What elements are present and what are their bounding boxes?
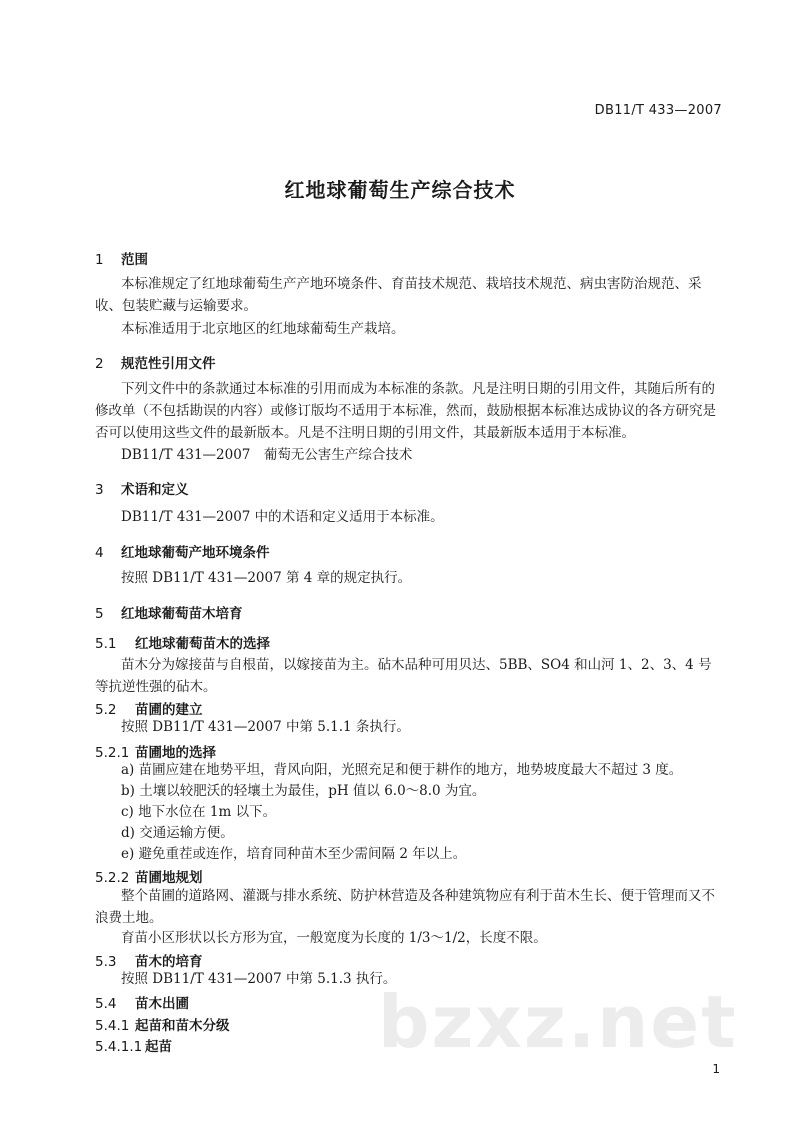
subsection-heading-5-1 bbox=[95, 632, 270, 652]
section-title: 起苗和苗木分级 bbox=[135, 1018, 230, 1034]
list-item: b) 土壤以较肥沃的轻壤土为最佳，pH 值以 6.0～8.0 为宜。 bbox=[121, 783, 486, 799]
section-number: 5.2.2 bbox=[95, 870, 130, 886]
section-number: 5.4 bbox=[95, 996, 117, 1012]
paragraph: 按照 DB11/T 431—2007 中第 5.1.1 条执行。 bbox=[121, 719, 410, 735]
section-title: 红地球葡萄苗木培育 bbox=[121, 606, 243, 622]
paragraph: 按照 DB11/T 431—2007 第 4 章的规定执行。 bbox=[121, 570, 412, 586]
subsection-heading-5-2-2 bbox=[95, 866, 203, 886]
section-heading-5 bbox=[95, 602, 243, 622]
section-heading-2 bbox=[95, 352, 216, 372]
section-number: 5.4.1.1 bbox=[95, 1039, 143, 1055]
paragraph: 下列文件中的条款通过本标准的引用而成为本标准的条款。凡是注明日期的引用文件，其随后所有的修改单（不包括勘误的内容）或修订版均不适用于本标准，然而，鼓励根据本标准达成协议的各方研究是否可以使用这些文件的最新版本。凡是不注明日期的引用文件，其最新版本适用于本标准。 bbox=[95, 381, 716, 441]
subsection-heading-5-3 bbox=[95, 950, 203, 970]
paragraph: 本标准规定了红地球葡萄生产产地环境条件、育苗技术规范、栽培技术规范、病虫害防治规范、采收、包装贮藏与运输要求。 bbox=[95, 276, 702, 314]
section-title: 红地球葡萄产地环境条件 bbox=[121, 545, 270, 561]
section-title: 范围 bbox=[121, 252, 148, 268]
section-title: 苗木的培育 bbox=[135, 954, 203, 970]
paragraph: 按照 DB11/T 431—2007 中第 5.1.3 执行。 bbox=[121, 971, 397, 987]
section-number: 5.2 bbox=[95, 702, 117, 718]
section-number: 5.3 bbox=[95, 954, 117, 970]
paragraph: DB11/T 431—2007 中的术语和定义适用于本标准。 bbox=[121, 509, 444, 525]
section-heading-4 bbox=[95, 541, 270, 561]
document-title: 红地球葡萄生产综合技术 bbox=[284, 178, 516, 202]
section-heading-3 bbox=[95, 478, 189, 498]
section-title: 苗木出圃 bbox=[135, 996, 189, 1012]
list-item: a) 苗圃应建在地势平坦，背风向阳，光照充足和便于耕作的地方，地势坡度最大不超过 3 度。 bbox=[121, 762, 683, 778]
subsection-heading-5-4 bbox=[95, 992, 189, 1012]
section-number: 5 bbox=[95, 606, 104, 622]
list-item: e) 避免重茬或连作，培育同种苗木至少需间隔 2 年以上。 bbox=[121, 846, 467, 862]
section-number: 5.4.1 bbox=[95, 1018, 130, 1034]
subsection-heading-5-4-1 bbox=[95, 1014, 230, 1034]
reference-item: DB11/T 431—2007 葡萄无公害生产综合技术 bbox=[121, 447, 413, 463]
paragraph: 苗木分为嫁接苗与自根苗，以嫁接苗为主。砧木品种可用贝达、5BB、SO4 和山河 1、2、3、4 号等抗逆性强的砧木。 bbox=[95, 657, 712, 695]
section-title: 苗圃的建立 bbox=[135, 702, 203, 718]
section-number: 5.1 bbox=[95, 636, 117, 652]
page-number: 1 bbox=[712, 1062, 720, 1076]
section-title: 苗圃地规划 bbox=[135, 870, 203, 886]
paragraph: 整个苗圃的道路网、灌溉与排水系统、防护林营造及各种建筑物应有利于苗木生长、便于管理而又不浪费土地。 bbox=[95, 888, 715, 926]
section-title: 规范性引用文件 bbox=[121, 356, 216, 372]
standard-code: DB11/T 433—2007 bbox=[594, 103, 722, 118]
paragraph: 本标准适用于北京地区的红地球葡萄生产栽培。 bbox=[121, 321, 405, 337]
section-heading-1 bbox=[95, 248, 148, 268]
section-title: 红地球葡萄苗木的选择 bbox=[135, 636, 270, 652]
section-number: 1 bbox=[95, 252, 104, 268]
section-number: 4 bbox=[95, 545, 104, 561]
list-item: c) 地下水位在 1m 以下。 bbox=[121, 804, 277, 820]
section-number: 3 bbox=[95, 482, 104, 498]
section-title: 起苗 bbox=[145, 1039, 172, 1055]
section-number: 5.2.1 bbox=[95, 745, 130, 761]
paragraph: 育苗小区形状以长方形为宜，一般宽度为长度的 1/3～1/2，长度不限。 bbox=[121, 930, 547, 946]
subsection-heading-5-4-1-1 bbox=[95, 1035, 172, 1055]
list-item: d) 交通运输方便。 bbox=[121, 825, 234, 841]
section-number: 2 bbox=[95, 356, 104, 372]
subsection-heading-5-2-1 bbox=[95, 741, 216, 761]
watermark: bzxz.net bbox=[378, 980, 738, 1064]
section-title: 苗圃地的选择 bbox=[135, 745, 216, 761]
section-title: 术语和定义 bbox=[121, 482, 189, 498]
subsection-heading-5-2 bbox=[95, 698, 203, 718]
